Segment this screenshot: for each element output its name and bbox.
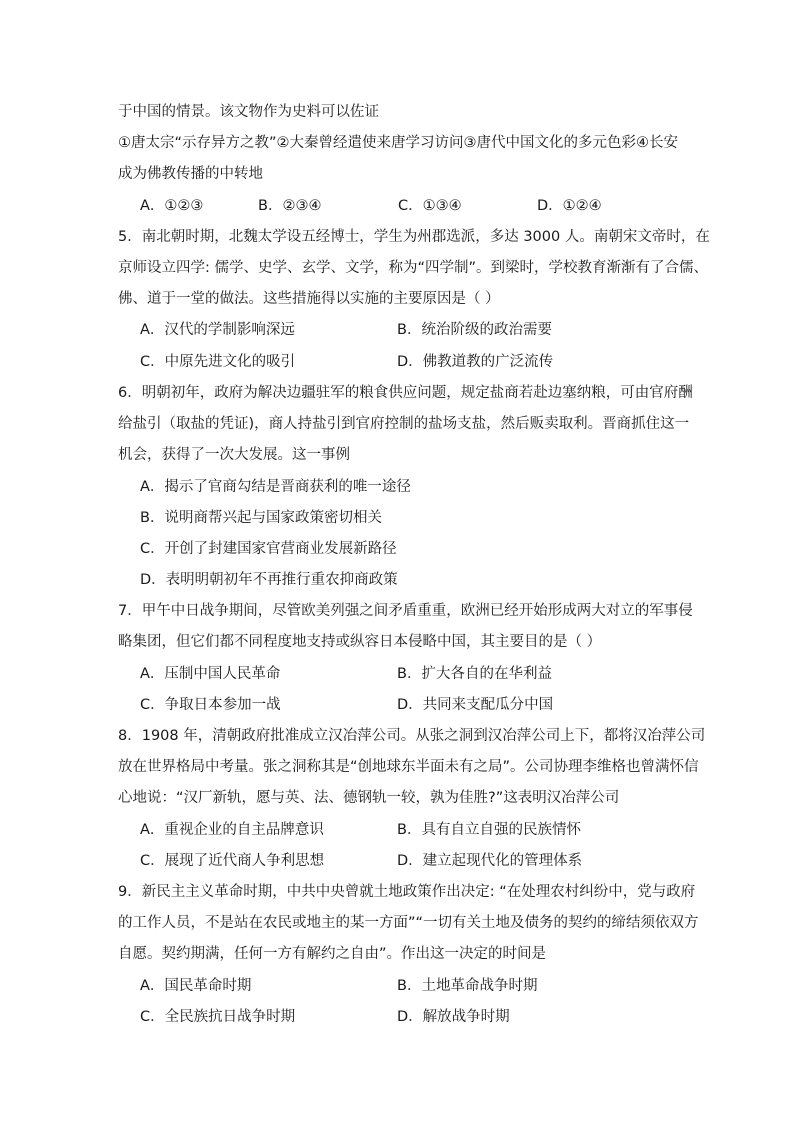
q7-option-c: C．争取日本参加一战 <box>140 697 281 713</box>
q6-option-b: B．说明商帮兴起与国家政策密切相关 <box>140 510 382 526</box>
q8-stem-line: 心地说：“汉厂新轨，愿与英、法、德钢轨一较，孰为佳胜?”这表明汉冶萍公司 <box>118 790 620 806</box>
q7-option-d: D．共同来支配瓜分中国 <box>397 697 554 713</box>
q4-option-d: D．①②④ <box>537 198 602 214</box>
q5-option-a: A．汉代的学制影响深远 <box>140 322 295 338</box>
q6-option-c: C．开创了封建国家官营商业发展新路径 <box>140 541 397 557</box>
q4-option-c: C．①③④ <box>398 198 462 214</box>
q9-stem-line: 9．新民主主义革命时期，中共中央曾就土地政策作出决定: “在处理农村纠纷中，党与政府 <box>118 884 696 900</box>
q4-stem-line: 于中国的情景。该文物作为史料可以佐证 <box>118 104 379 120</box>
q5-option-b: B．统治阶级的政治需要 <box>397 322 552 338</box>
q9-option-b: B．土地革命战争时期 <box>397 978 538 994</box>
q4-stem-line: ①唐太宗“示存异方之教”②大秦曾经遣使来唐学习访问③唐代中国文化的多元色彩④长安 <box>118 135 679 151</box>
q6-stem-line: 机会，获得了一次大发展。这一事例 <box>118 447 350 463</box>
q8-option-a: A．重视企业的自主品牌意识 <box>140 822 324 838</box>
q7-stem-line: 7．甲午中日战争期间，尽管欧美列强之间矛盾重重，欧洲已经开始形成两大对立的军事侵 <box>118 603 693 619</box>
q6-stem-line: 给盐引（取盐的凭证)，商人持盐引到官府控制的盐场支盐，然后贩卖取利。晋商抓住这一 <box>118 416 690 432</box>
q8-stem-line: 8．1908 年，清朝政府批准成立汉冶萍公司。从张之洞到汉冶萍公司上下，都将汉冶萍公司 <box>118 728 706 744</box>
q8-option-b: B．具有自立自强的民族情怀 <box>397 822 581 838</box>
q7-option-a: A．压制中国人民革命 <box>140 666 281 682</box>
q6-option-a: A．揭示了官商勾结是晋商获利的唯一途径 <box>140 479 411 495</box>
q4-option-b: B．②③④ <box>258 198 322 214</box>
q5-option-d: D．佛教道教的广泛流传 <box>397 354 554 370</box>
q9-option-c: C．全民族抗日战争时期 <box>140 1009 296 1025</box>
q9-stem-line: 的工作人员，不是站在农民或地主的某一方面”“一切有关土地及债务的契约的缔结须依双方 <box>118 915 699 931</box>
q8-option-d: D．建立起现代化的管理体系 <box>397 853 583 869</box>
q5-option-c: C．中原先进文化的吸引 <box>140 354 296 370</box>
q8-stem-line: 放在世界格局中考量。张之洞称其是“创地球东半面未有之局”。公司协理李维格也曾满怀信 <box>118 759 699 775</box>
q9-option-d: D．解放战争时期 <box>397 1009 510 1025</box>
q4-stem-line: 成为佛教传播的中转地 <box>118 166 263 182</box>
q5-stem-line: 佛、道于一堂的做法。这些措施得以实施的主要原因是（ ） <box>118 291 500 307</box>
q7-stem-line: 略集团，但它们都不同程度地支持或纵容日本侵略中国，其主要目的是（ ） <box>118 634 602 650</box>
q5-stem-line: 5．南北朝时期，北魏太学设五经博士，学生为州郡选派，多达 3000 人。南朝宋文帝时，在 <box>118 229 710 245</box>
q6-stem-line: 6．明朝初年，政府为解决边疆驻军的粮食供应问题，规定盐商若赴边塞纳粮，可由官府酬 <box>118 385 693 401</box>
q4-option-a: A．①②③ <box>140 198 204 214</box>
q7-option-b: B．扩大各自的在华利益 <box>397 666 552 682</box>
q9-option-a: A．国民革命时期 <box>140 978 252 994</box>
q6-option-d: D．表明明朝初年不再推行重农抑商政策 <box>140 572 398 588</box>
q8-option-c: C．展现了近代商人争利思想 <box>140 853 325 869</box>
q5-stem-line: 京师设立四学: 儒学、史学、玄学、文学，称为“四学制”。到梁时，学校教育渐渐有了合儒、 <box>118 260 709 276</box>
q9-stem-line: 自愿。契约期满，任何一方有解约之自由”。作出这一决定的时间是 <box>118 946 547 962</box>
